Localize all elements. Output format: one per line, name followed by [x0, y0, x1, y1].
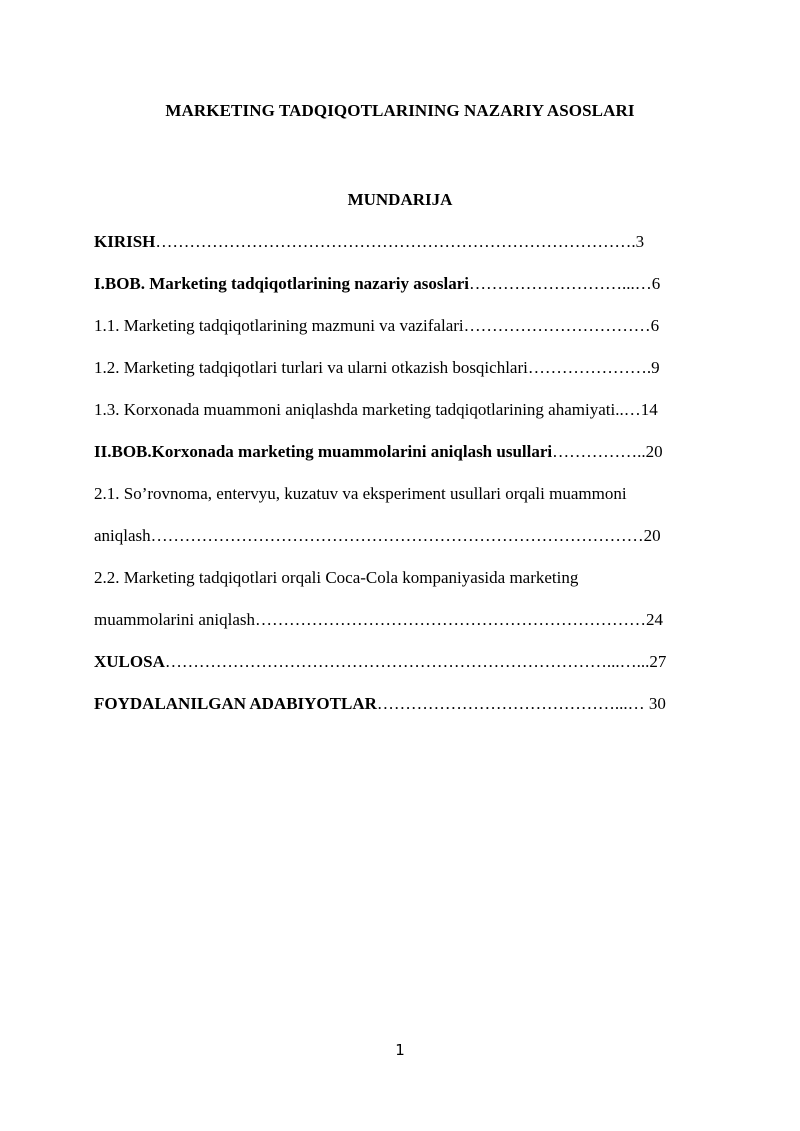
- table-of-contents: [94, 232, 724, 714]
- toc-entry-page: 20: [643, 526, 661, 545]
- toc-entry-chapter-2[interactable]: [94, 442, 724, 462]
- toc-entry-section-1-1[interactable]: [94, 316, 724, 336]
- toc-entry-chapter-1[interactable]: [94, 274, 724, 294]
- toc-entry-leader: ……………………………: [463, 316, 651, 335]
- toc-heading: MUNDARIJA: [347, 190, 453, 209]
- toc-entry-references[interactable]: [94, 694, 724, 714]
- toc-entry-page: 9: [651, 358, 660, 377]
- toc-entry-label-line2: muammolarini aniqlash: [94, 610, 255, 629]
- toc-entry-leader: ………………….: [527, 358, 652, 377]
- toc-entry-section-1-2[interactable]: [94, 358, 724, 378]
- toc-entry-section-2-2[interactable]: [94, 568, 724, 630]
- toc-entry-label: 1.3. Korxonada muammoni aniqlashda marketing tadqiqotlarining ahamiyati.: [94, 400, 620, 419]
- toc-entry-page: 6: [651, 274, 661, 293]
- toc-entry-label: KIRISH: [94, 232, 156, 251]
- toc-entry-leader: ……………………………………………………………: [255, 610, 646, 629]
- toc-entry-leader: .…: [619, 400, 641, 419]
- toc-entry-page: 20: [645, 442, 663, 461]
- toc-entry-leader: ………………………………………………………………………….: [155, 232, 636, 251]
- toc-entry-page: 30: [648, 694, 666, 713]
- toc-entry-label: 1.2. Marketing tadqiqotlari turlari va ularni otkazish bosqichlari: [94, 358, 528, 377]
- toc-entry-label: FOYDALANILGAN ADABIYOTLAR: [94, 694, 377, 713]
- toc-entry-page: 3: [635, 232, 645, 251]
- toc-entry-leader: ……………..: [552, 442, 646, 461]
- toc-entry-page: 6: [650, 316, 660, 335]
- toc-entry-leader: ……………………………………………………………………...…...: [164, 652, 650, 671]
- document-title: MARKETING TADQIQOTLARINING NAZARIY ASOSLARI: [165, 101, 635, 120]
- toc-entry-label: II.BOB.Korxonada marketing muammolarini aniqlash usullari: [94, 442, 553, 461]
- toc-entry-page: 27: [649, 652, 667, 671]
- toc-entry-label-line2: aniqlash: [94, 526, 151, 545]
- toc-entry-section-1-3[interactable]: [94, 400, 724, 420]
- toc-entry-label: I.BOB. Marketing tadqiqotlarining nazariy asoslari: [94, 274, 469, 293]
- toc-entry-leader: ……………………………………………………………………………: [150, 526, 644, 545]
- toc-entry-label: XULOSA: [94, 652, 165, 671]
- toc-entry-section-2-1[interactable]: [94, 484, 724, 546]
- toc-entry-kirish[interactable]: [94, 232, 724, 252]
- toc-entry-label-line1: 2.2. Marketing tadqiqotlari orqali Coca-Cola kompaniyasida marketing: [94, 568, 579, 587]
- toc-entry-label-line1: 2.1. So’rovnoma, entervyu, kuzatuv va eksperiment usullari orqali muammoni: [94, 484, 627, 503]
- toc-entry-leader: ……………………………………...…: [376, 694, 649, 713]
- toc-entry-label: 1.1. Marketing tadqiqotlarining mazmuni va vazifalari: [94, 316, 464, 335]
- toc-entry-page: 24: [646, 610, 663, 629]
- toc-entry-xulosa[interactable]: [94, 652, 724, 672]
- page-number: 1: [395, 1041, 405, 1059]
- toc-entry-leader: ………………………...…: [468, 274, 652, 293]
- toc-entry-page: 14: [640, 400, 658, 419]
